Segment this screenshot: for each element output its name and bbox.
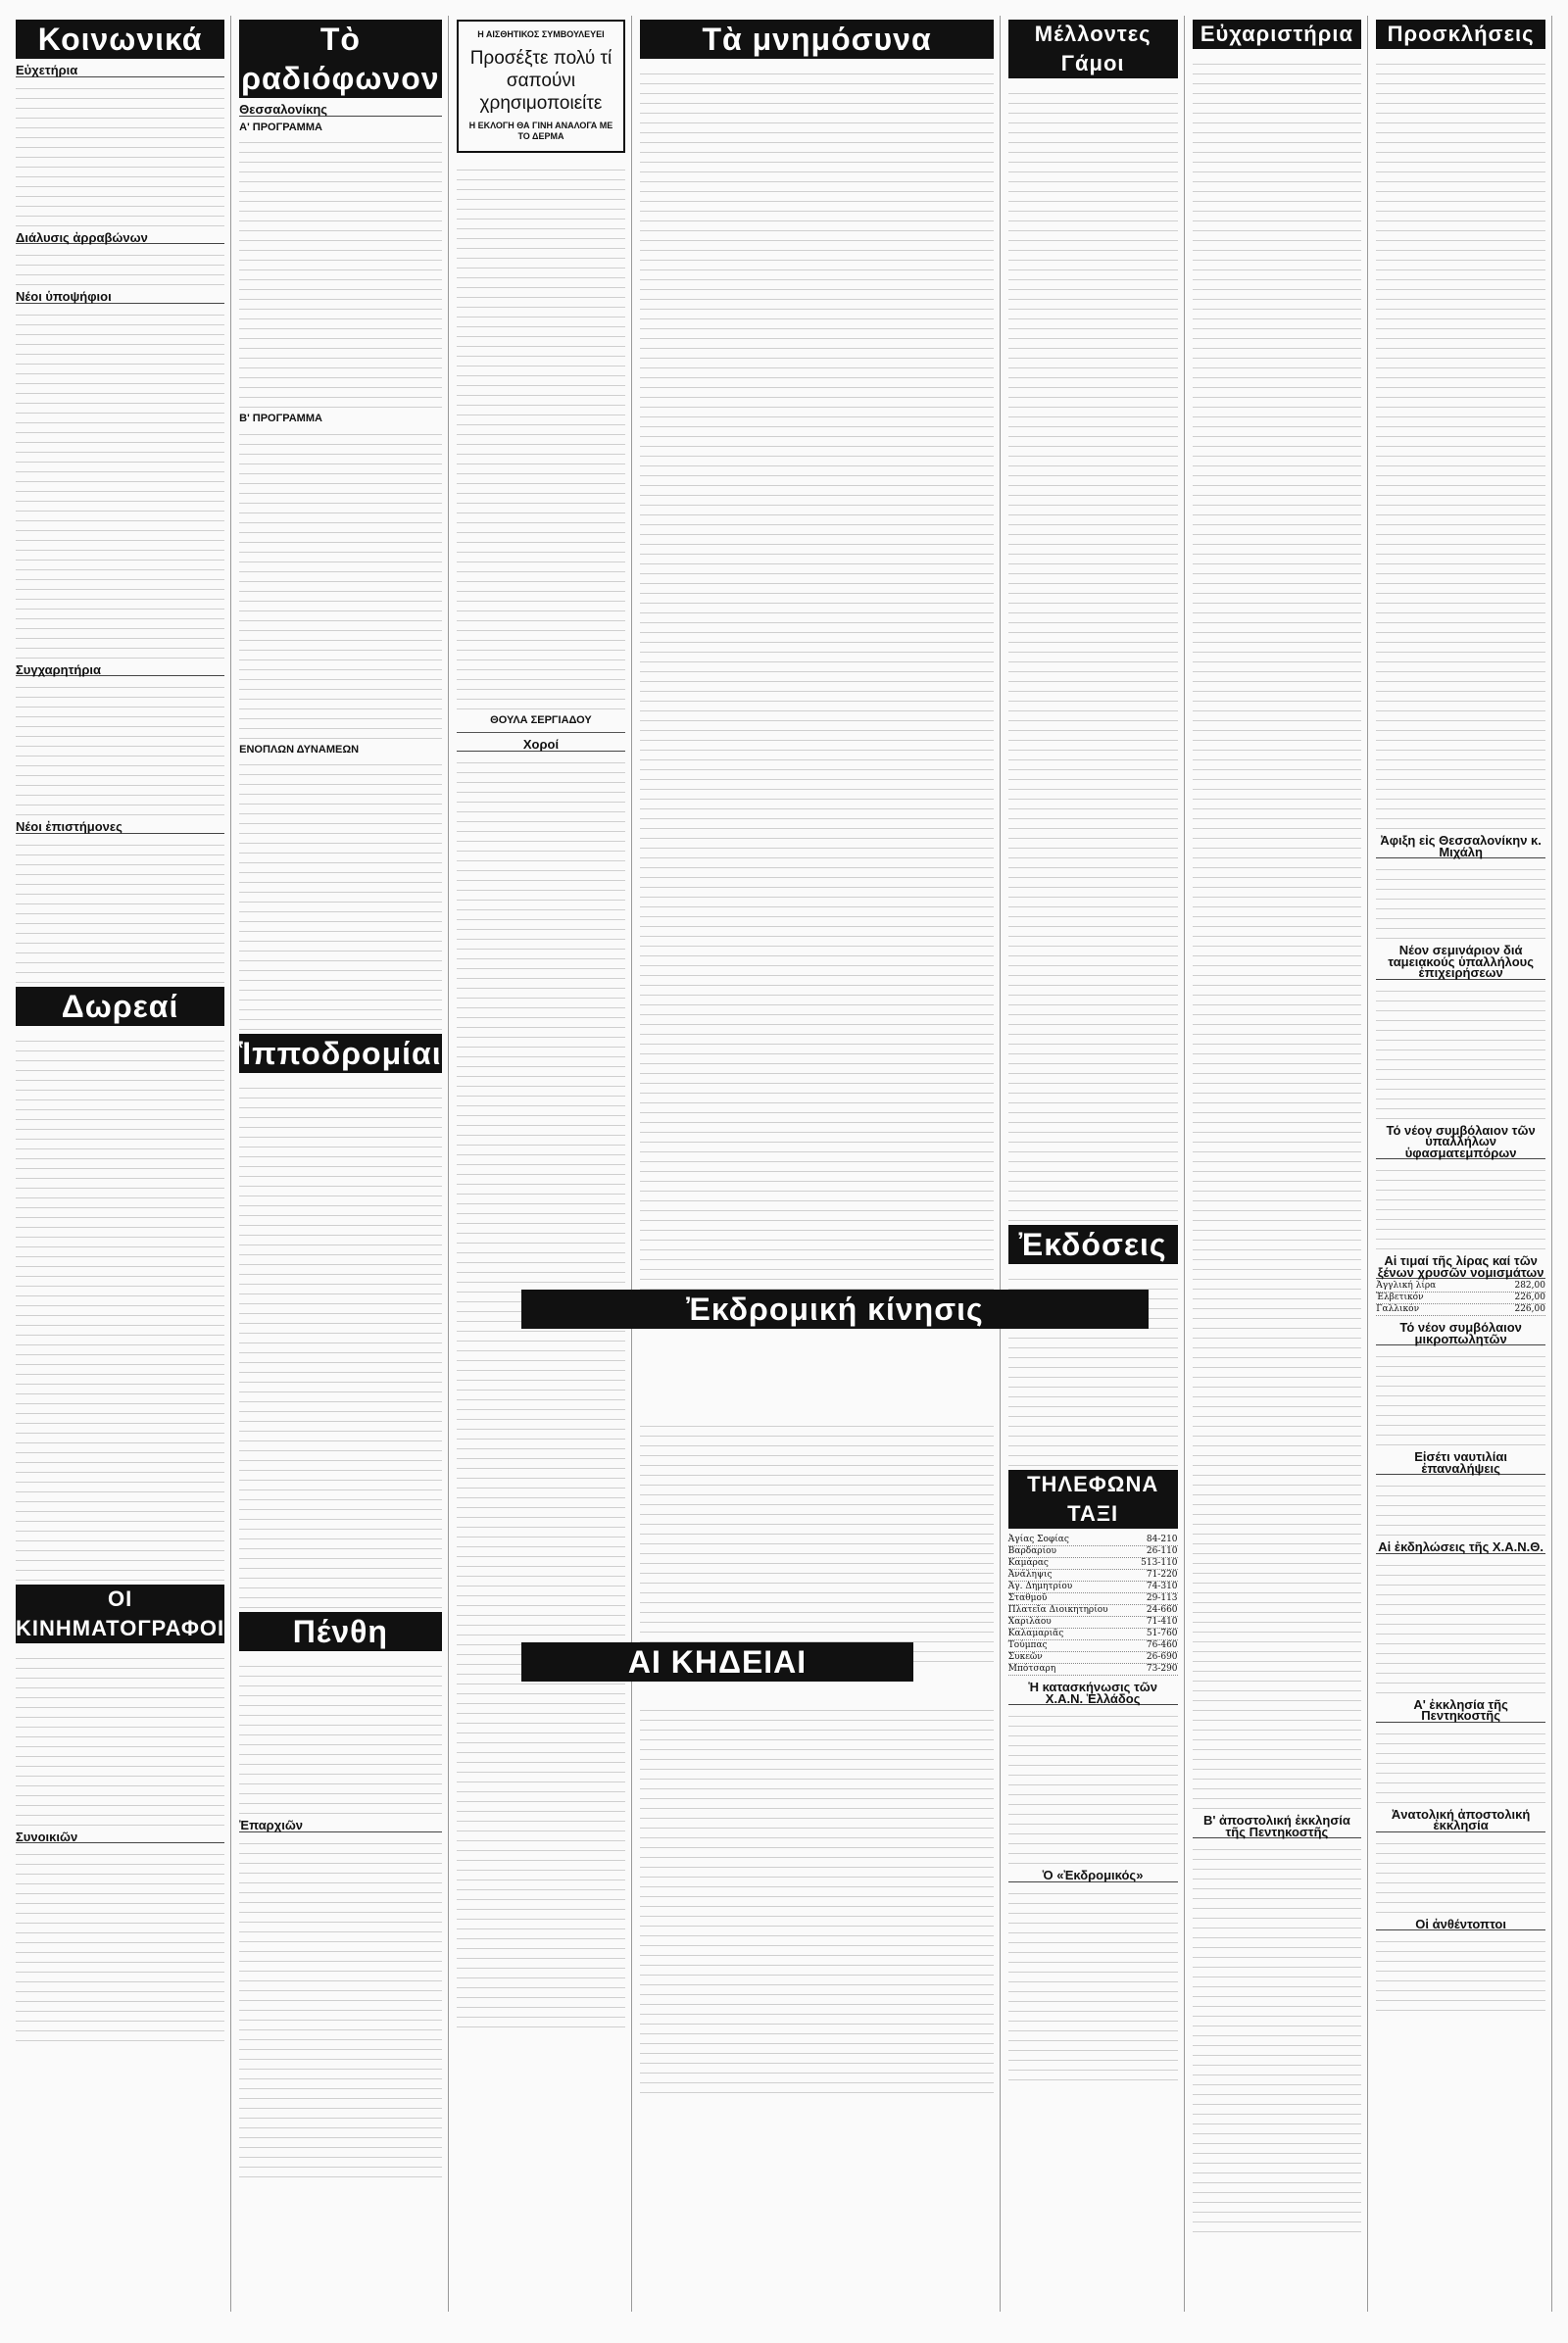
gold-row: Ἀγγλική λίρα 282,00	[1376, 1281, 1545, 1291]
subheading: Συγχαρητήρια	[16, 664, 224, 677]
section-header-penthi: Πένθη	[239, 1612, 441, 1651]
taxi-row: Σταθμοῦ 29-113	[1007, 1593, 1178, 1603]
subheading: Ἐπαρχιῶν	[239, 1820, 441, 1832]
subheading: Ἀφιξη εἰς Θεσσαλονίκην κ. Μιχάλη	[1376, 835, 1545, 858]
section-header-dorea: Δωρεαί	[16, 987, 224, 1026]
subheading: Αἱ ἐκδηλώσεις τῆς Χ.Α.Ν.Θ.	[1376, 1541, 1545, 1554]
section-header-taxi-phones: ΤΗΛΕΦΩΝΑ ΤΑΞΙ	[1008, 1470, 1178, 1529]
funerals-banner-wrap	[521, 1642, 913, 1682]
taxi-row: Τούμπας 76-460	[1007, 1640, 1178, 1650]
taxi-row: Πλατεῖα Διοικητηρίου 24-660	[1007, 1605, 1178, 1615]
ad-kicker: Η ΑΙΣΘΗΤΙΚΟΣ ΣΥΜΒΟΥΛΕΥΕΙ	[477, 29, 605, 39]
gold-row: Γαλλικόν 226,00	[1376, 1304, 1545, 1314]
column-2	[239, 16, 448, 2312]
subheading: Εἰσέτι ναυτιλίαι ἐπαναλήψεις	[1376, 1451, 1545, 1475]
section-header-ippodromies: Ἱπποδρομίαι	[239, 1036, 442, 1071]
section-header-funerals: ΑΙ ΚΗΔΕΙΑΙ	[521, 1642, 913, 1682]
program-heading: Β' ΠΡΟΓΡΑΜΜΑ	[239, 413, 322, 424]
section-header-cinemas: ΟΙ ΚΙΝΗΜΑΤΟΓΡΑΦΟΙ	[16, 1585, 224, 1643]
section-header-excursion: Ἐκδρομική κίνησις	[521, 1290, 1149, 1329]
column-1	[16, 16, 231, 2312]
subheading: Τό νέον συμβόλαιον τῶν ὑπαλλήλων ὑφασματεμπόρων	[1376, 1125, 1545, 1160]
soap-advice-box	[457, 20, 626, 153]
section-header-prosklisis: Προσκλήσεις	[1376, 20, 1545, 49]
column-4	[640, 16, 1000, 2312]
subheading: Ἀνατολική ἀποστολική ἐκκλησία	[1376, 1809, 1545, 1832]
subheading: Τό νέον συμβόλαιον μικροπωλητῶν	[1376, 1322, 1545, 1345]
subheading: Ὁ «Ἐκδρομικός»	[1008, 1870, 1178, 1882]
subheading: Νέον σεμινάριον διά ταμειακούς ὑπαλλήλους ἐπιχειρήσεων	[1376, 945, 1545, 980]
ad-headline: Προσέξτε πολύ τί σαπούνι χρησιμοποιείτε	[469, 47, 612, 114]
taxi-row: Ἁγ. Δημητρίου 74-310	[1007, 1582, 1178, 1591]
taxi-row: Συκεῶν 26-690	[1007, 1652, 1178, 1662]
taxi-row: Ἀγίας Σοφίας 84-210	[1007, 1535, 1178, 1544]
subheading: Συνοικιῶν	[16, 1831, 224, 1844]
taxi-row: Βαρδαρίου 26-110	[1007, 1546, 1178, 1556]
taxi-row: Καλαμαριᾶς 51-760	[1007, 1629, 1178, 1638]
section-header-ekdoseis: Ἐκδόσεις	[1008, 1225, 1178, 1264]
column-3	[457, 16, 633, 2312]
subheading: Νέοι ὑποψήφιοι	[16, 291, 224, 304]
subheading: Οἱ ἀνθέντοπτοι	[1376, 1919, 1545, 1931]
section-header-mellontes-gamoi: Μέλλοντες Γάμοι	[1008, 20, 1178, 78]
taxi-row: Μπότσαρη 73-290	[1007, 1664, 1178, 1674]
section-header-radio: Τὸ ραδιόφωνον	[239, 20, 441, 98]
subheading: Θεσσαλονίκης	[239, 104, 441, 117]
program-heading: Α' ΠΡΟΓΡΑΜΜΑ	[239, 121, 322, 133]
gold-row: Ἐλβετικόν 226,00	[1376, 1293, 1545, 1302]
column-7	[1376, 16, 1552, 2312]
signature: ΘΟΥΛΑ ΣΕΡΓΙΑΔΟΥ	[490, 713, 592, 726]
subheading: Εὐχετήρια	[16, 65, 224, 77]
taxi-row: Ἀνάληψις 71-220	[1007, 1570, 1178, 1580]
subheading: Νέοι ἐπιστήμονες	[16, 821, 224, 834]
excursion-banner-wrap	[521, 1290, 1149, 1329]
subheading: Α' ἐκκλησία τῆς Πεντηκοστῆς	[1376, 1699, 1545, 1723]
section-header-mnimosyna: Τὰ μνημόσυνα	[640, 20, 993, 59]
column-6	[1193, 16, 1369, 2312]
subheading: Αἱ τιμαί τῆς λίρας καί τῶν ξένων χρυσῶν νομισμάτων	[1377, 1253, 1544, 1280]
section-header-eucharistiria: Εὐχαριστήρια	[1193, 20, 1362, 49]
taxi-row: Χαριλάου 71-410	[1007, 1617, 1178, 1627]
section-header-koinonika: Κοινωνικά	[16, 20, 224, 59]
gold-price-table	[1376, 1281, 1545, 1316]
program-heading: ΕΝΟΠΛΩΝ ΔΥΝΑΜΕΩΝ	[239, 743, 360, 756]
subheading: Ἡ κατασκήνωσις τῶν Χ.Α.Ν. Ἑλλάδος	[1008, 1682, 1178, 1705]
taxi-row: Καμάρας 513-110	[1007, 1558, 1178, 1568]
subheading: Χοροί	[457, 739, 626, 752]
ad-subhead: Η ΕΚΛΟΓΗ ΘΑ ΓΙΝΗ ΑΝΑΛΟΓΑ ΜΕ ΤΟ ΔΕΡΜΑ	[468, 120, 613, 141]
column-5	[1008, 16, 1185, 2312]
taxi-phone-table	[1008, 1535, 1178, 1676]
subheading: Β' ἀποστολική ἐκκλησία τῆς Πεντηκοστῆς	[1193, 1815, 1362, 1838]
subheading: Διάλυσις ἀρραβώνων	[16, 232, 224, 245]
